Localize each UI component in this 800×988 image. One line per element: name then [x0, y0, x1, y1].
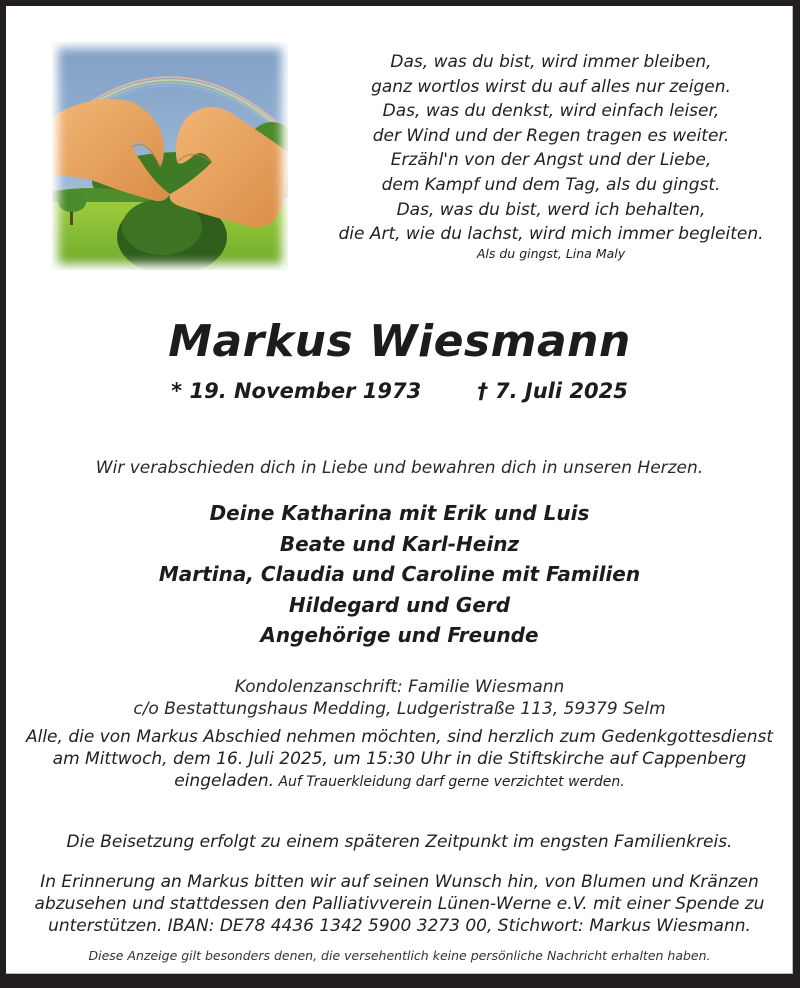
donation-line: abzusehen und stattdessen den Palliativverein Lünen-Werne e.V. mit einer Spende zu: [34, 894, 765, 914]
deceased-name: Markus Wiesmann: [168, 316, 631, 367]
donation-line: In Erinnerung an Markus bitten wir auf seinen Wunsch hin, von Blumen und Kränzen: [40, 872, 759, 892]
mourner: Martina, Claudia und Caroline mit Familien: [158, 562, 641, 586]
obituary-sheet: [6, 6, 793, 974]
poem-line: der Wind und der Regen tragen es weiter.: [372, 125, 730, 146]
mourner: Beate und Karl-Heinz: [279, 531, 520, 556]
donation-line: unterstützen. IBAN: DE78 4436 1342 5900 3273 00, Stichwort: Markus Wiesmann.: [48, 916, 751, 936]
poem-line: Das, was du bist, wird immer bleiben,: [390, 52, 712, 72]
birth-date: * 19. November 1973: [171, 379, 422, 403]
farewell-text: Wir verabschieden dich in Liebe und bewahren dich in unseren Herzen.: [95, 458, 704, 478]
poem-line: Das, was du denkst, wird einfach leiser,: [382, 101, 720, 122]
poem-line: dem Kampf und dem Tag, als du gingst.: [381, 174, 721, 195]
service-line: Alle, die von Markus Abschied nehmen möchten, sind herzlich zum Gedenkgottesdienst: [25, 727, 774, 747]
condolence-line: Kondolenzanschrift: Familie Wiesmann: [234, 677, 565, 697]
mourner: Hildegard und Gerd: [288, 592, 511, 617]
notice-footer: Diese Anzeige gilt besonders denen, die versehentlich keine persönliche Nachricht erhalten haben.: [88, 948, 711, 963]
memorial-service-info: [12, 726, 787, 793]
heart-hands-photo-icon: [52, 42, 288, 270]
poem-line: die Art, wie du lachst, wird mich immer begleiten.: [338, 224, 764, 245]
condolence-line: c/o Bestattungshaus Medding, Ludgeristraße 113, 59379 Selm: [133, 699, 666, 719]
dress-code-note: Auf Trauerkleidung darf gerne verzichtet werden.: [274, 774, 625, 790]
poem-line: Erzähl'n von der Angst und der Liebe,: [390, 150, 712, 171]
life-dates: [6, 379, 793, 403]
poem: [306, 50, 796, 263]
service-invite: eingeladen.: [174, 771, 275, 791]
death-date: † 7. Juli 2025: [477, 379, 628, 403]
service-line: am Mittwoch, dem 16. Juli 2025, um 15:30 Uhr in die Stiftskirche auf Cappenberg: [52, 749, 747, 769]
condolence-address: [6, 676, 793, 720]
poem-line: Das, was du bist, werd ich behalten,: [396, 199, 706, 220]
heart-hands-rainbow-photo: [52, 42, 288, 270]
poem-line: ganz wortlos wirst du auf alles nur zeigen.: [371, 76, 731, 97]
mourner: Deine Katharina mit Erik und Luis: [209, 501, 590, 525]
poem-author: Als du gingst, Lina Maly: [476, 245, 626, 261]
service-line: [12, 770, 787, 793]
mourner: Angehörige und Freunde: [260, 623, 539, 647]
burial-info: Die Beisetzung erfolgt zu einem späteren Zeitpunkt im engsten Familienkreis.: [66, 832, 733, 852]
donation-request: [12, 871, 787, 937]
mourners-list: [6, 498, 793, 651]
